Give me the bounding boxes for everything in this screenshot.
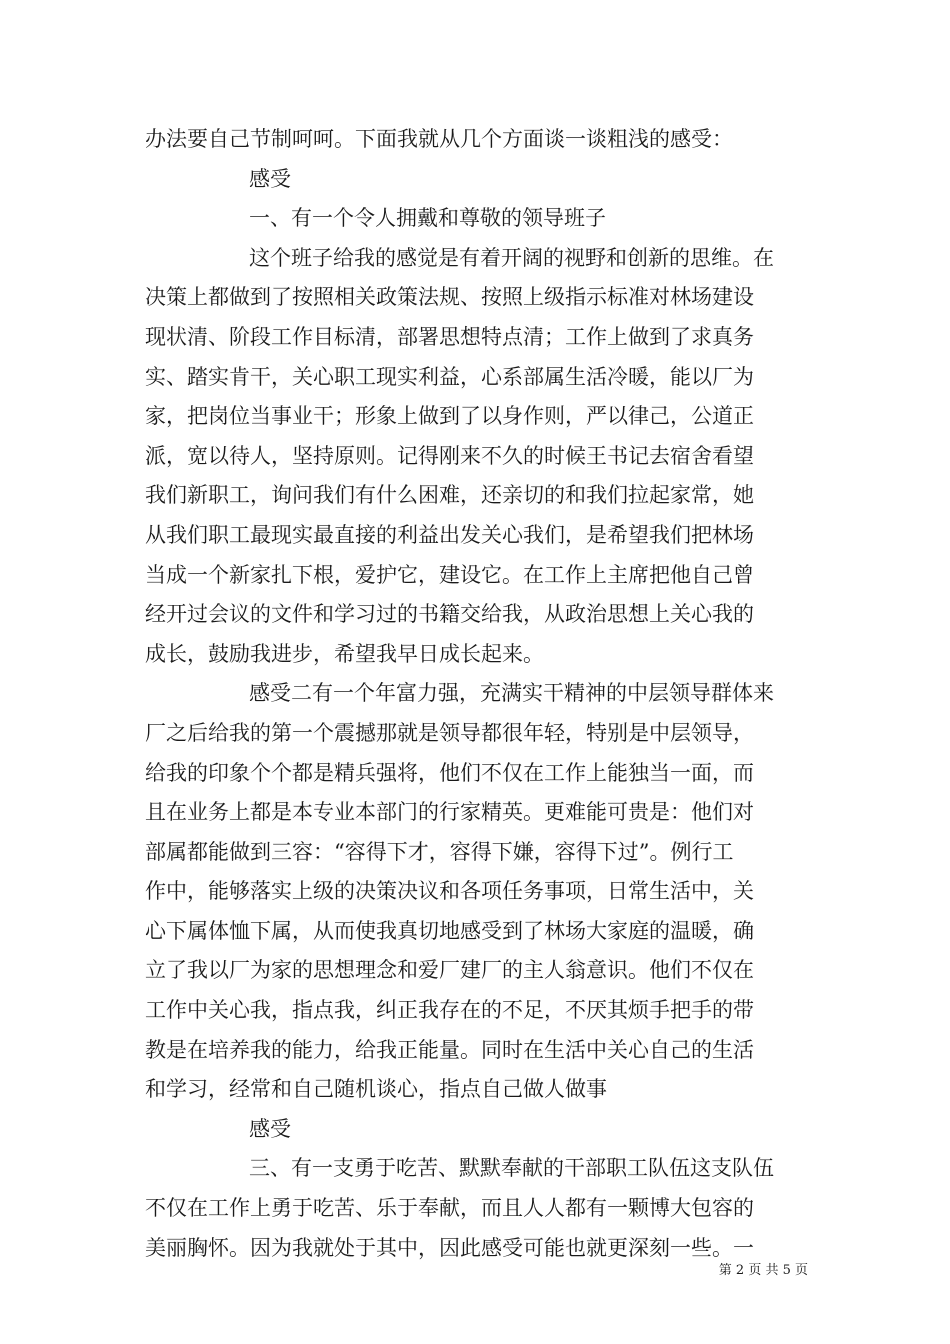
text-line: 办法要自己节制呵呵。下面我就从几个方面谈一谈粗浅的感受： (145, 127, 733, 151)
text-line: 现状清、阶段工作目标清，部署思想特点清；工作上做到了求真务 (145, 324, 754, 349)
text-line: 经开过会议的文件和学习过的书籍交给我，从政治思想上关心我的 (145, 602, 754, 627)
text-line: 心下属体恤下属，从而使我真切地感受到了林场大家庭的温暖，确 (145, 918, 754, 943)
text-line: 三、有一支勇于吃苦、默默奉献的干部职工队伍这支队伍 (249, 1156, 774, 1181)
text-line: 不仅在工作上勇于吃苦、乐于奉献，而且人人都有一颗博大包容的 (145, 1196, 754, 1221)
text-line: 从我们职工最现实最直接的利益出发关心我们，是希望我们把林场 (145, 522, 754, 547)
text-line: 实、踏实肯干，关心职工现实利益，心系部属生活冷暖，能以厂为 (145, 364, 754, 389)
text-line: 家，把岗位当事业干；形象上做到了以身作则，严以律己，公道正 (145, 404, 754, 429)
text-line: 教是在培养我的能力，给我正能量。同时在生活中关心自己的生活 (145, 1037, 754, 1062)
text-line: 决策上都做到了按照相关政策法规、按照上级指示标准对林场建设 (145, 285, 754, 310)
text-line: 作中，能够落实上级的决策决议和各项任务事项，日常生活中，关 (145, 879, 754, 904)
document-body (145, 120, 805, 1268)
text-line: 这个班子给我的感觉是有着开阔的视野和创新的思维。在 (249, 245, 774, 270)
text-line: 立了我以厂为家的思想理念和爱厂建厂的主人翁意识。他们不仅在 (145, 958, 754, 983)
text-line: 给我的印象个个都是精兵强将，他们不仅在工作上能独当一面，而 (145, 760, 754, 785)
text-line: 成长，鼓励我进步，希望我早日成长起来。 (145, 641, 544, 666)
text-line: 感受 (249, 166, 291, 191)
text-line: 感受 (249, 1116, 291, 1141)
text-line: 工作中关心我，指点我，纠正我存在的不足，不厌其烦手把手的带 (145, 998, 754, 1023)
text-line: 我们新职工，询问我们有什么困难，还亲切的和我们拉起家常，她 (145, 483, 754, 508)
text-line: 和学习，经常和自己随机谈心，指点自己做人做事 (145, 1077, 607, 1102)
text-line: 一、有一个令人拥戴和尊敬的领导班子 (249, 206, 606, 231)
text-line: 派，宽以待人，坚持原则。记得刚来不久的时候王书记去宿舍看望 (145, 443, 754, 468)
page-number: 第 2 页 共 5 页 (718, 1263, 808, 1278)
text-line: 部属都能做到三容：“容得下才，容得下嫌，容得下过”。例行工 (145, 839, 734, 864)
text-line: 美丽胸怀。因为我就处于其中，因此感受可能也就更深刻一些。一 (145, 1235, 754, 1260)
text-line: 感受二有一个年富力强，充满实干精神的中层领导群体来 (249, 681, 774, 706)
text-line: 厂之后给我的第一个震撼那就是领导都很年轻，特别是中层领导， (145, 720, 754, 745)
text-line: 当成一个新家扎下根，爱护它，建设它。在工作上主席把他自己曾 (145, 562, 754, 587)
text-line: 且在业务上都是本专业本部门的行家精英。更难能可贵是：他们对 (145, 800, 754, 825)
